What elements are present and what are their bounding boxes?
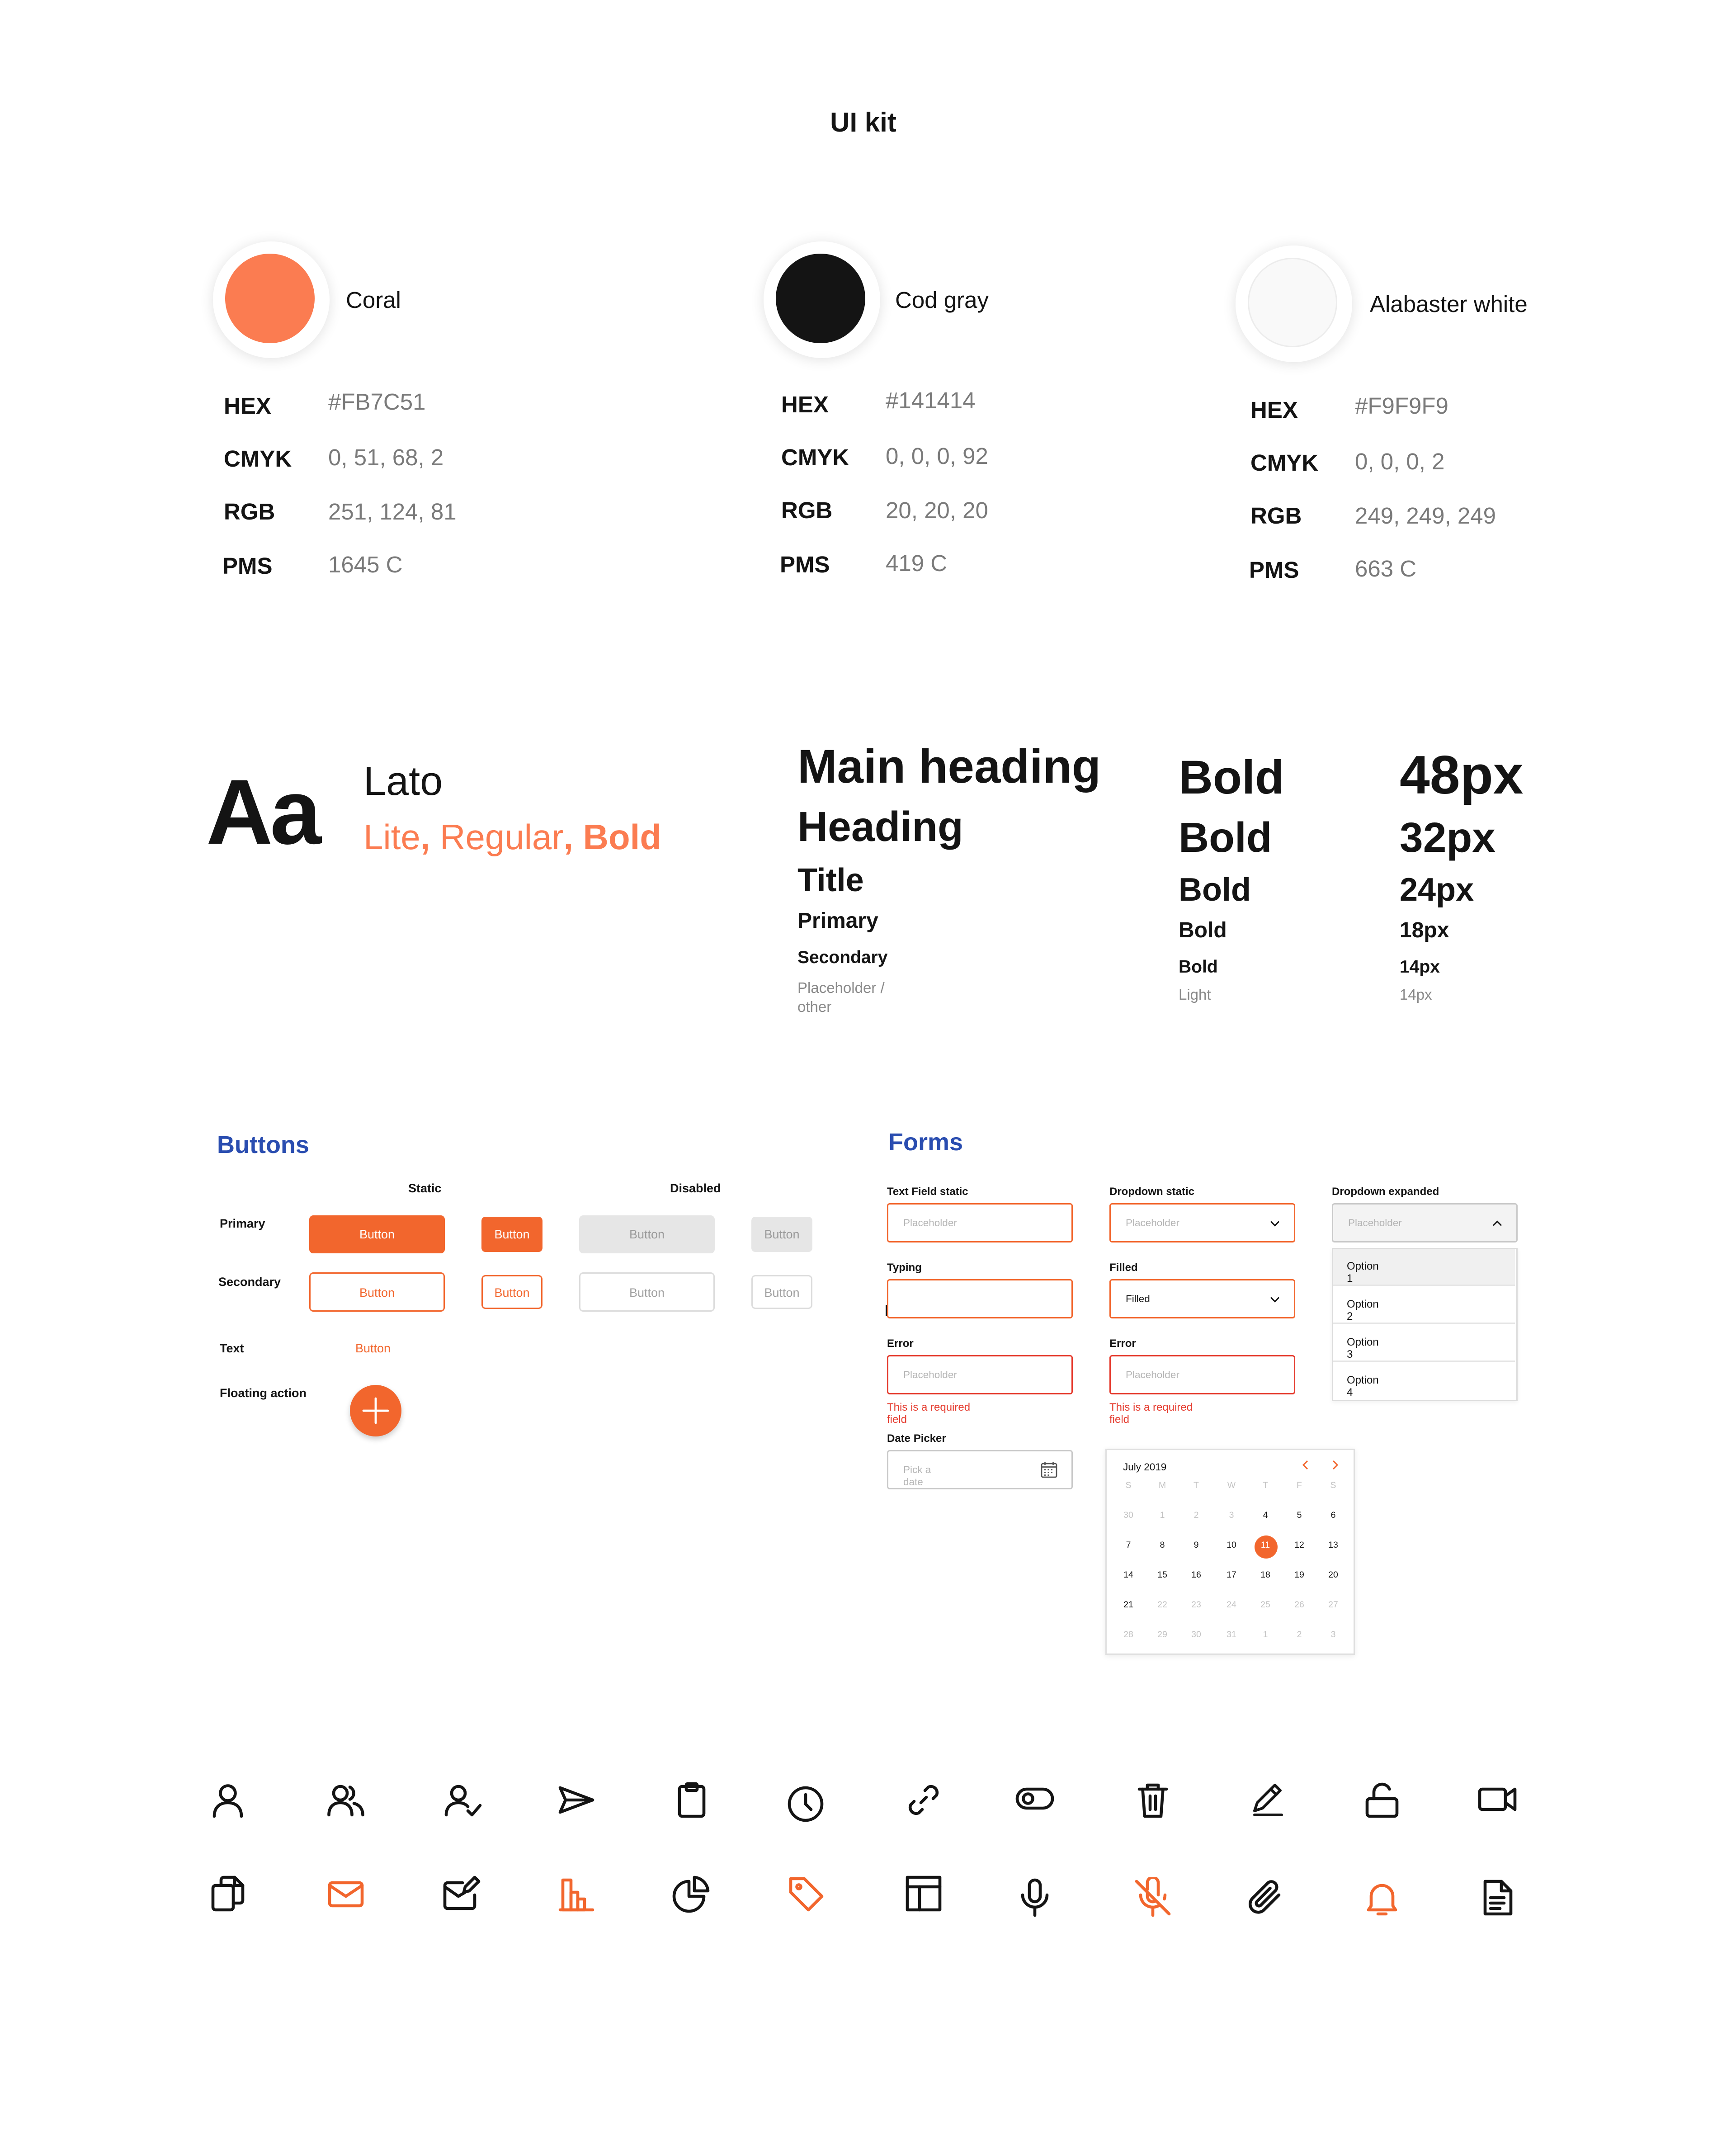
- rgb-label: RGB: [224, 499, 275, 525]
- secondary-button-small-disabled: Button: [751, 1275, 812, 1309]
- text-field-static[interactable]: [887, 1203, 1073, 1242]
- toggle-icon: [1014, 1778, 1055, 1819]
- placeholder-text: Placeholder: [1126, 1369, 1179, 1381]
- style-size: 18px: [1400, 920, 1449, 943]
- typing-label: Typing: [887, 1261, 922, 1274]
- weight-separator: ,: [420, 817, 440, 857]
- calendar-month: July 2019: [1123, 1461, 1167, 1473]
- placeholder-text: Placeholder: [903, 1217, 957, 1229]
- style-name-heading: Heading: [797, 803, 963, 850]
- style-size: 32px: [1400, 814, 1496, 861]
- calendar-day: 30: [1191, 1630, 1201, 1640]
- dropdown-option[interactable]: [1333, 1325, 1515, 1362]
- calendar-day[interactable]: 17: [1227, 1571, 1236, 1580]
- style-weight: Bold: [1179, 751, 1284, 804]
- primary-button-large[interactable]: Button: [309, 1215, 445, 1253]
- style-name-main-heading: Main heading: [797, 741, 1101, 794]
- calendar-day[interactable]: 13: [1328, 1541, 1338, 1550]
- dropdown-option[interactable]: [1333, 1287, 1515, 1324]
- calendar-day: 23: [1191, 1601, 1201, 1610]
- dropdown-option[interactable]: [1333, 1249, 1515, 1286]
- pms-label: PMS: [780, 552, 830, 578]
- pen-icon: [1248, 1780, 1288, 1820]
- dropdown-error[interactable]: [1109, 1355, 1295, 1394]
- trash-icon: [1132, 1780, 1173, 1820]
- style-size: 14px: [1400, 987, 1432, 1004]
- calendar-day: 25: [1260, 1601, 1270, 1610]
- style-name-primary: Primary: [797, 910, 878, 933]
- mic-icon: [1014, 1877, 1055, 1918]
- calendar-day[interactable]: 14: [1123, 1571, 1133, 1580]
- calendar-day[interactable]: 4: [1263, 1511, 1268, 1521]
- text-field-static-label: Text Field static: [887, 1186, 968, 1198]
- calendar-weekday: T: [1194, 1481, 1199, 1491]
- calendar-day: 3: [1330, 1630, 1336, 1640]
- font-sample: Aa: [206, 761, 319, 864]
- calendar-day: 28: [1123, 1630, 1133, 1640]
- dropdown-value: Filled: [1126, 1293, 1150, 1305]
- calendar-day[interactable]: 21: [1123, 1601, 1133, 1610]
- calendar-weekday: W: [1227, 1481, 1236, 1491]
- error-label: Error: [887, 1337, 914, 1350]
- cod-gray-swatch: [764, 241, 880, 358]
- style-size: 24px: [1400, 872, 1474, 909]
- coral-swatch: [213, 241, 330, 358]
- calendar-day[interactable]: 6: [1330, 1511, 1336, 1521]
- font-weights: [363, 817, 661, 859]
- plus-icon: [350, 1385, 401, 1436]
- calendar-day: 1: [1160, 1511, 1165, 1521]
- calendar-day: 2: [1297, 1630, 1302, 1640]
- placeholder-text: Placeholder: [1126, 1217, 1179, 1229]
- dropdown-static-label: Dropdown static: [1109, 1186, 1195, 1198]
- option-label: Option 4: [1347, 1374, 1379, 1398]
- style-name-title: Title: [797, 863, 864, 899]
- mic-off-icon: [1132, 1877, 1173, 1918]
- calendar-day: 29: [1157, 1630, 1167, 1640]
- cmyk-label: CMYK: [224, 446, 292, 472]
- calendar-weekday: T: [1263, 1481, 1268, 1491]
- filled-label: Filled: [1109, 1261, 1138, 1274]
- calendar-weekday: S: [1330, 1481, 1336, 1491]
- option-label: Option 2: [1347, 1298, 1379, 1323]
- style-size: 14px: [1400, 956, 1440, 977]
- weight-separator: ,: [563, 817, 583, 857]
- hex-value: #FB7C51: [328, 389, 426, 415]
- calendar-weekday: M: [1158, 1481, 1166, 1491]
- page-title: UI kit: [830, 109, 896, 138]
- rgb-value: 249, 249, 249: [1355, 503, 1496, 529]
- style-name-placeholder: Placeholder / other: [797, 981, 885, 1016]
- copy-icon: [208, 1873, 248, 1914]
- hex-label: HEX: [1250, 397, 1298, 423]
- calendar-day: 31: [1227, 1630, 1236, 1640]
- user-check-icon: [442, 1780, 483, 1820]
- style-weight: Light: [1179, 987, 1211, 1004]
- floating-action-button[interactable]: [350, 1385, 401, 1436]
- placeholder-text: Placeholder: [1348, 1217, 1402, 1229]
- tag-icon: [785, 1873, 826, 1914]
- error-label: Error: [1109, 1337, 1136, 1350]
- style-name-secondary: Secondary: [797, 947, 888, 967]
- row-floating-label: Floating action: [220, 1386, 307, 1400]
- dropdown-expanded[interactable]: [1332, 1203, 1518, 1242]
- calendar-day[interactable]: 16: [1191, 1571, 1201, 1580]
- dropdown-static[interactable]: [1109, 1203, 1295, 1242]
- link-icon: [903, 1780, 944, 1820]
- hex-label: HEX: [224, 393, 271, 419]
- mail-edit-icon: [441, 1873, 481, 1914]
- bar-chart-icon: [556, 1873, 597, 1914]
- buttons-heading: Buttons: [217, 1131, 309, 1158]
- forms-heading: Forms: [888, 1129, 963, 1156]
- calendar-day: 24: [1227, 1601, 1236, 1610]
- calendar-day: 27: [1328, 1601, 1338, 1610]
- cmyk-label: CMYK: [1250, 450, 1319, 476]
- error-message: This is a required field: [1109, 1401, 1193, 1426]
- dropdown-option[interactable]: [1333, 1363, 1515, 1400]
- calendar-day[interactable]: 18: [1260, 1571, 1270, 1580]
- calendar-weekday: F: [1297, 1481, 1302, 1491]
- cmyk-value: 0, 0, 0, 92: [886, 444, 988, 469]
- calendar-day[interactable]: 8: [1160, 1541, 1165, 1550]
- option-label: Option 3: [1347, 1336, 1379, 1361]
- dropdown-options-list: [1332, 1248, 1518, 1401]
- users-icon: [326, 1780, 366, 1820]
- pms-label: PMS: [222, 553, 273, 579]
- paperclip-icon: [1245, 1877, 1286, 1918]
- secondary-button-large-disabled: Button: [579, 1272, 715, 1312]
- calendar-day[interactable]: 15: [1157, 1571, 1167, 1580]
- clock-icon: [785, 1784, 826, 1824]
- chevron-up-icon: [1492, 1218, 1503, 1229]
- date-picker-label: Date Picker: [887, 1432, 946, 1445]
- style-size: 48px: [1400, 746, 1524, 806]
- rgb-label: RGB: [1250, 503, 1302, 529]
- user-icon: [208, 1780, 248, 1820]
- style-weight: Bold: [1179, 814, 1272, 861]
- calendar-day[interactable]: 12: [1294, 1541, 1304, 1550]
- alabaster-white-swatch: [1236, 246, 1352, 362]
- style-weight: Bold: [1179, 920, 1227, 943]
- calendar-day[interactable]: 10: [1227, 1541, 1236, 1550]
- secondary-button-large[interactable]: Button: [309, 1272, 445, 1312]
- primary-button-small-disabled: Button: [751, 1217, 812, 1252]
- option-label: Option 1: [1347, 1260, 1379, 1285]
- unlock-icon: [1362, 1780, 1402, 1820]
- cmyk-label: CMYK: [781, 445, 849, 471]
- calendar-day[interactable]: 20: [1328, 1571, 1338, 1580]
- pms-value: 419 C: [886, 551, 948, 576]
- row-primary-label: Primary: [220, 1217, 265, 1230]
- error-message: This is a required field: [887, 1401, 971, 1426]
- pms-label: PMS: [1249, 557, 1299, 583]
- chevron-down-icon: [1269, 1294, 1280, 1305]
- rgb-value: 20, 20, 20: [886, 498, 988, 524]
- color-name: Coral: [346, 288, 401, 313]
- date-picker-field[interactable]: [887, 1450, 1073, 1489]
- weight-regular: Regular: [440, 817, 564, 857]
- calendar-popup: [1105, 1449, 1355, 1655]
- chevron-down-icon: [1269, 1218, 1280, 1229]
- color-name: Alabaster white: [1370, 292, 1528, 317]
- text-button[interactable]: Button: [355, 1342, 391, 1355]
- col-static-label: Static: [408, 1181, 442, 1195]
- calendar-day[interactable]: 5: [1297, 1511, 1302, 1521]
- rgb-value: 251, 124, 81: [328, 499, 457, 525]
- row-text-label: Text: [220, 1342, 244, 1355]
- rgb-label: RGB: [781, 498, 833, 524]
- document-icon: [1477, 1877, 1518, 1918]
- calendar-day: 3: [1229, 1511, 1234, 1521]
- hex-value: #141414: [886, 388, 976, 414]
- col-disabled-label: Disabled: [670, 1181, 721, 1195]
- calendar-icon[interactable]: [1040, 1461, 1058, 1479]
- date-placeholder: Pick a date: [903, 1464, 931, 1488]
- dropdown-filled[interactable]: [1109, 1279, 1295, 1318]
- calendar-day: 2: [1194, 1511, 1199, 1521]
- calendar-day: 22: [1157, 1601, 1167, 1610]
- calendar-day: 1: [1263, 1630, 1268, 1640]
- cmyk-value: 0, 51, 68, 2: [328, 445, 444, 471]
- calendar-weekday: S: [1125, 1481, 1132, 1491]
- mail-icon: [326, 1873, 366, 1914]
- calendar-day[interactable]: 7: [1126, 1541, 1131, 1550]
- calendar-day[interactable]: 19: [1294, 1571, 1304, 1580]
- calendar-day-selected[interactable]: 11: [1260, 1541, 1270, 1550]
- hex-label: HEX: [781, 392, 829, 418]
- calendar-day: 26: [1294, 1601, 1304, 1610]
- send-icon: [556, 1780, 597, 1820]
- coral-color-dot: [225, 254, 315, 343]
- pms-value: 1645 C: [328, 552, 403, 578]
- weight-lite: Lite: [363, 817, 420, 857]
- calendar-day[interactable]: 9: [1194, 1541, 1199, 1550]
- text-field-error[interactable]: [887, 1355, 1073, 1394]
- calendar-day: 30: [1123, 1511, 1133, 1521]
- chevron-left-icon[interactable]: [1301, 1460, 1311, 1470]
- layout-icon: [903, 1873, 944, 1914]
- bell-icon: [1362, 1877, 1402, 1918]
- primary-button-large-disabled: Button: [579, 1215, 715, 1253]
- alabaster-white-color-dot: [1248, 258, 1337, 347]
- font-name: Lato: [363, 760, 443, 804]
- pms-value: 663 C: [1355, 556, 1417, 582]
- dropdown-expanded-label: Dropdown expanded: [1332, 1186, 1439, 1198]
- hex-value: #F9F9F9: [1355, 393, 1448, 419]
- clipboard-icon: [671, 1780, 712, 1820]
- video-icon: [1477, 1778, 1518, 1819]
- style-weight: Bold: [1179, 872, 1251, 909]
- cmyk-value: 0, 0, 0, 2: [1355, 449, 1445, 475]
- secondary-button-small[interactable]: Button: [481, 1275, 542, 1309]
- text-cursor: [886, 1305, 887, 1316]
- row-secondary-label: Secondary: [218, 1275, 281, 1289]
- placeholder-text: Placeholder: [903, 1369, 957, 1381]
- text-field-typing[interactable]: [887, 1279, 1073, 1318]
- chevron-right-icon[interactable]: [1329, 1460, 1340, 1470]
- weight-bold: Bold: [583, 817, 661, 857]
- color-name: Cod gray: [895, 288, 989, 313]
- cod-gray-color-dot: [776, 254, 865, 343]
- primary-button-small[interactable]: Button: [481, 1217, 542, 1252]
- pie-chart-icon: [671, 1873, 712, 1914]
- style-weight: Bold: [1179, 956, 1218, 977]
